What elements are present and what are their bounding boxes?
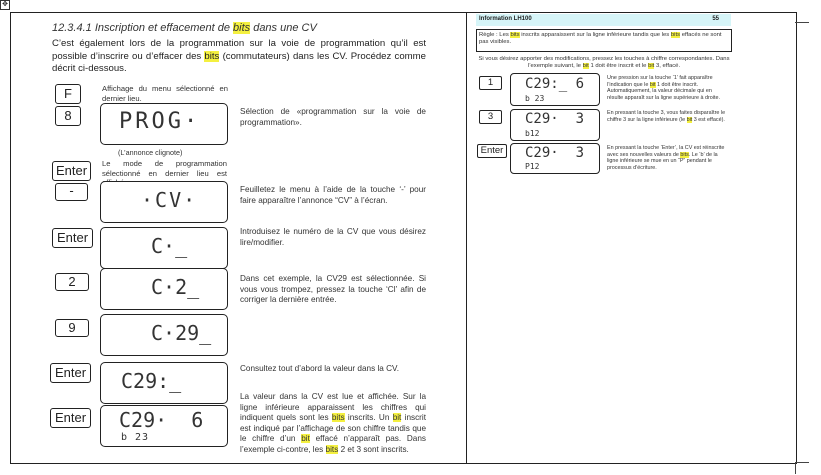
highlight: bits	[204, 50, 220, 62]
key-enter[interactable]: Enter	[52, 228, 93, 248]
key-1[interactable]: 1	[479, 76, 502, 90]
key-8[interactable]: 8	[55, 106, 81, 126]
key-enter[interactable]: Enter	[52, 161, 91, 181]
highlight: bit	[648, 63, 655, 70]
lcd-main-text: C29· 6	[119, 408, 204, 432]
step-description: Feuilletez le menu à l’aide de la touche ‘-’ pour faire apparaître l’annonce “CV” à l’écran.	[240, 185, 426, 205]
highlight: bit	[392, 413, 402, 422]
header-title: Information LH100	[479, 16, 532, 22]
step-description: Une pression sur la touche ‘1’ fait apparaître l’indication que le bit 1 doit être inscrit. Automatiquement, la valeur décimale qui en résulte apparaît sur la ligne supérieure à droite.	[607, 75, 720, 101]
lcd-main-text: PROG·	[119, 109, 201, 134]
lcd-display	[100, 268, 228, 310]
lcd-sub-text: b 23	[525, 94, 545, 103]
highlight: bits	[325, 444, 339, 454]
lcd-display	[100, 227, 228, 269]
blink-caption: (L’annonce clignote)	[118, 148, 183, 157]
lcd-display	[510, 109, 600, 141]
step-description: Sélection de «programmation sur la voie de programmation».	[240, 107, 426, 127]
step-description: Introduisez le numéro de la CV que vous désirez lire/modifier.	[240, 227, 426, 247]
key-3[interactable]: 3	[479, 110, 502, 124]
lcd-sub-text: P12	[525, 162, 540, 171]
lcd-main-text: C29· 3	[525, 145, 585, 161]
lcd-sub-text: b 23	[121, 432, 150, 443]
highlight: bit	[686, 116, 693, 123]
lcd-display	[510, 73, 600, 106]
section-heading: 12.3.4.1 Inscription et effacement de bits dans une CV	[52, 22, 317, 34]
lcd-main-text: C29:_	[121, 369, 182, 393]
highlight: bit	[649, 81, 656, 88]
key-2[interactable]: 2	[55, 273, 89, 291]
lcd-display	[100, 314, 228, 356]
lcd-main-text: C·2_	[151, 275, 200, 299]
step-description: La valeur dans la CV est lue et affichée. Sur la ligne inférieure apparaissent les chiffres qui indiquent quels sont les bits inscrits. Un bit inscrit est indiqué par l’affichage de son chiffre tandis que le chiffre d’un bit effacé n’apparaît pas. Dans l’exemple ci-contre, les bits 2 et 3 sont inscrits.	[240, 392, 426, 454]
lcd-main-text: ·CV·	[141, 188, 198, 212]
lcd-main-text: C29:_ 6	[525, 76, 585, 92]
key-9[interactable]: 9	[55, 319, 89, 337]
move-handle-icon[interactable]: ✥	[0, 0, 10, 10]
step-description: Consultez tout d’abord la valeur dans la CV.	[240, 364, 399, 373]
highlight: bits	[233, 22, 251, 34]
lcd-main-text: C·29_	[151, 321, 212, 345]
corner-tick	[795, 462, 796, 474]
page-header-bar	[476, 14, 731, 26]
highlight: bit	[301, 434, 310, 443]
lcd-sub-text: b12	[525, 129, 540, 138]
corner-tick	[795, 22, 809, 23]
key-enter[interactable]: Enter	[50, 408, 91, 428]
key-enter[interactable]: Enter	[477, 144, 507, 158]
highlight: bit	[582, 63, 589, 70]
right-intro: Si vous désirez apporter des modifications, pressez les touches à chiffre correspondantes. Dans l’exemple suivant, le bit 1 doit être inscrit et le bit 3, effacé.	[478, 56, 730, 70]
page-divider	[466, 12, 467, 463]
key-enter[interactable]: Enter	[50, 363, 91, 383]
step-description: Dans cet exemple, la CV29 est sélectionnée. Si vous vous trompez, pressez la touche ‘Cl’ afin de corriger la dernière entrée.	[240, 274, 426, 304]
highlight: bits	[680, 151, 689, 158]
highlight: bits	[510, 32, 520, 38]
step-description: En pressant la touche 3, vous faites disparaître le chiffre 3 sur la ligne inférieure (le bit 3 est effacé).	[607, 110, 726, 123]
rule-box	[476, 29, 732, 52]
step-description: En pressant la touche ‘Enter’, la CV est réinscrite avec ses nouvelles valeurs de bits. Le ‘b’ de la ligne inférieure se mue en un “P” pendant le processus d’écriture.	[607, 145, 725, 171]
rule-text: Règle : Les bits inscrits apparaissent sur la ligne inférieure tandis que les bits effacés ne sont pas visibles.	[479, 32, 722, 46]
intro-paragraph: C’est également lors de la programmation sur la voie de programmation qu’il est possible d’inscrire ou d’effacer des bits (commutateurs) dans les CV. Procédez comme décrit ci-dessous.	[52, 38, 426, 74]
highlight: bits	[670, 32, 681, 38]
highlight: bits	[331, 413, 345, 422]
step-note: Affichage du menu sélectionné en dernier lieu.	[102, 84, 228, 103]
lcd-display	[100, 103, 228, 145]
lcd-main-text: C·_	[151, 234, 188, 258]
page-number: 55	[712, 16, 719, 22]
lcd-display	[510, 143, 600, 174]
lcd-display	[100, 362, 228, 404]
step-note: Le mode de programmation sélectionné en dernier lieu est	[102, 159, 227, 178]
lcd-display	[100, 405, 228, 447]
corner-tick	[795, 462, 809, 463]
key-f[interactable]: F	[55, 84, 81, 104]
lcd-main-text: C29· 3	[525, 111, 585, 127]
lcd-display	[100, 181, 228, 223]
key-minus[interactable]: -	[55, 183, 88, 201]
